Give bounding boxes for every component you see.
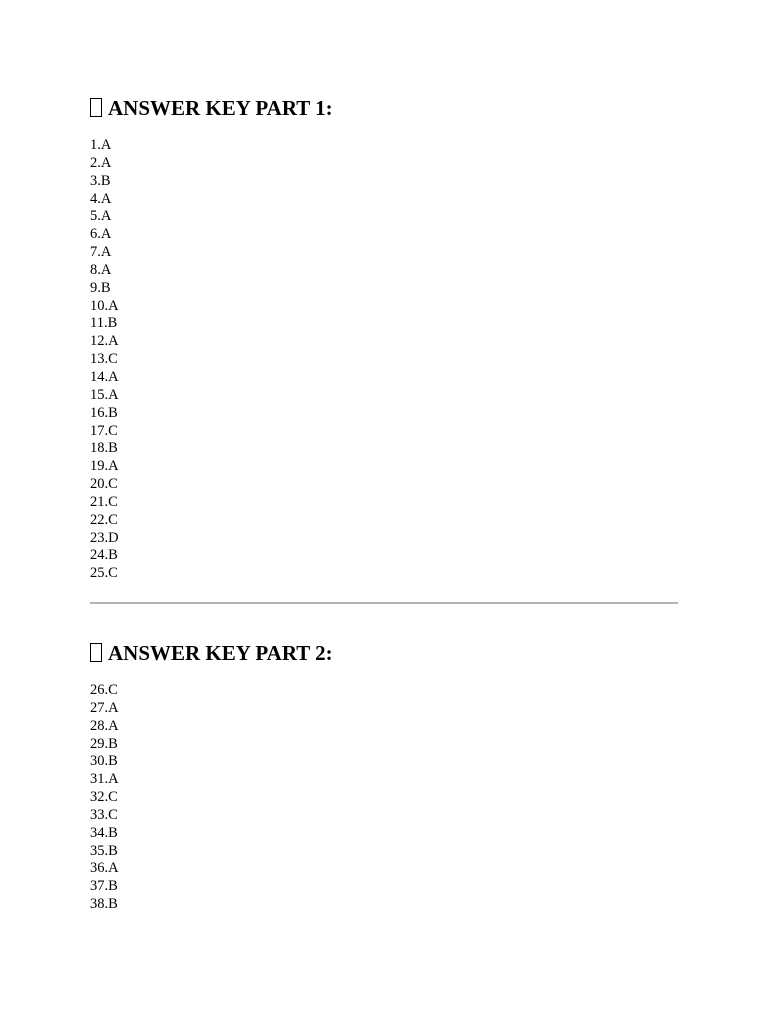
answer-item: 37.B — [90, 878, 118, 895]
answer-item: 9.B — [90, 279, 111, 296]
section-divider — [90, 602, 678, 604]
answer-item: 19.A — [90, 458, 119, 475]
answer-item: 32.C — [90, 789, 118, 806]
missing-glyph-icon — [90, 98, 102, 117]
answer-item: 35.B — [90, 842, 118, 859]
answer-item: 38.B — [90, 896, 118, 913]
answer-item: 18.B — [90, 440, 118, 457]
answer-key-part-2-title: ANSWER KEY PART 2: — [108, 641, 333, 665]
answer-item: 22.C — [90, 511, 118, 528]
answer-list-part-1 — [90, 137, 680, 583]
answer-item: 12.A — [90, 333, 119, 350]
answer-item: 33.C — [90, 806, 118, 823]
answer-key-part-1 — [90, 94, 680, 583]
answer-key-part-2-heading — [90, 639, 680, 667]
answer-item: 3.B — [90, 172, 111, 189]
answer-item: 29.B — [90, 735, 118, 752]
answer-item: 6.A — [90, 226, 112, 243]
answer-item: 15.A — [90, 386, 119, 403]
answer-item: 20.C — [90, 476, 118, 493]
answer-item: 8.A — [90, 261, 112, 278]
answer-item: 17.C — [90, 422, 118, 439]
answer-key-part-1-title: ANSWER KEY PART 1: — [108, 96, 333, 120]
answer-item: 24.B — [90, 547, 118, 564]
answer-item: 7.A — [90, 244, 112, 261]
answer-item: 1.A — [90, 137, 112, 153]
answer-item: 5.A — [90, 208, 112, 225]
missing-glyph-icon — [90, 643, 102, 662]
answer-item: 16.B — [90, 404, 118, 421]
answer-key-part-2 — [90, 639, 680, 914]
answer-item: 31.A — [90, 771, 119, 788]
answer-item: 25.C — [90, 565, 118, 582]
answer-item: 23.D — [90, 529, 119, 546]
answer-item: 30.B — [90, 753, 118, 770]
answer-item: 14.A — [90, 368, 119, 385]
answer-item: 36.A — [90, 860, 119, 877]
answer-item: 13.C — [90, 351, 118, 368]
answer-item: 28.A — [90, 717, 119, 734]
answer-item: 27.A — [90, 699, 119, 716]
answer-item: 26.C — [90, 682, 118, 698]
answer-key-part-1-heading — [90, 94, 680, 122]
answer-item: 10.A — [90, 297, 119, 314]
answer-item: 21.C — [90, 493, 118, 510]
answer-item: 11.B — [90, 315, 118, 332]
answer-item: 34.B — [90, 824, 118, 841]
answer-list-part-2 — [90, 682, 680, 914]
answer-item: 2.A — [90, 154, 112, 171]
answer-item: 4.A — [90, 190, 112, 207]
